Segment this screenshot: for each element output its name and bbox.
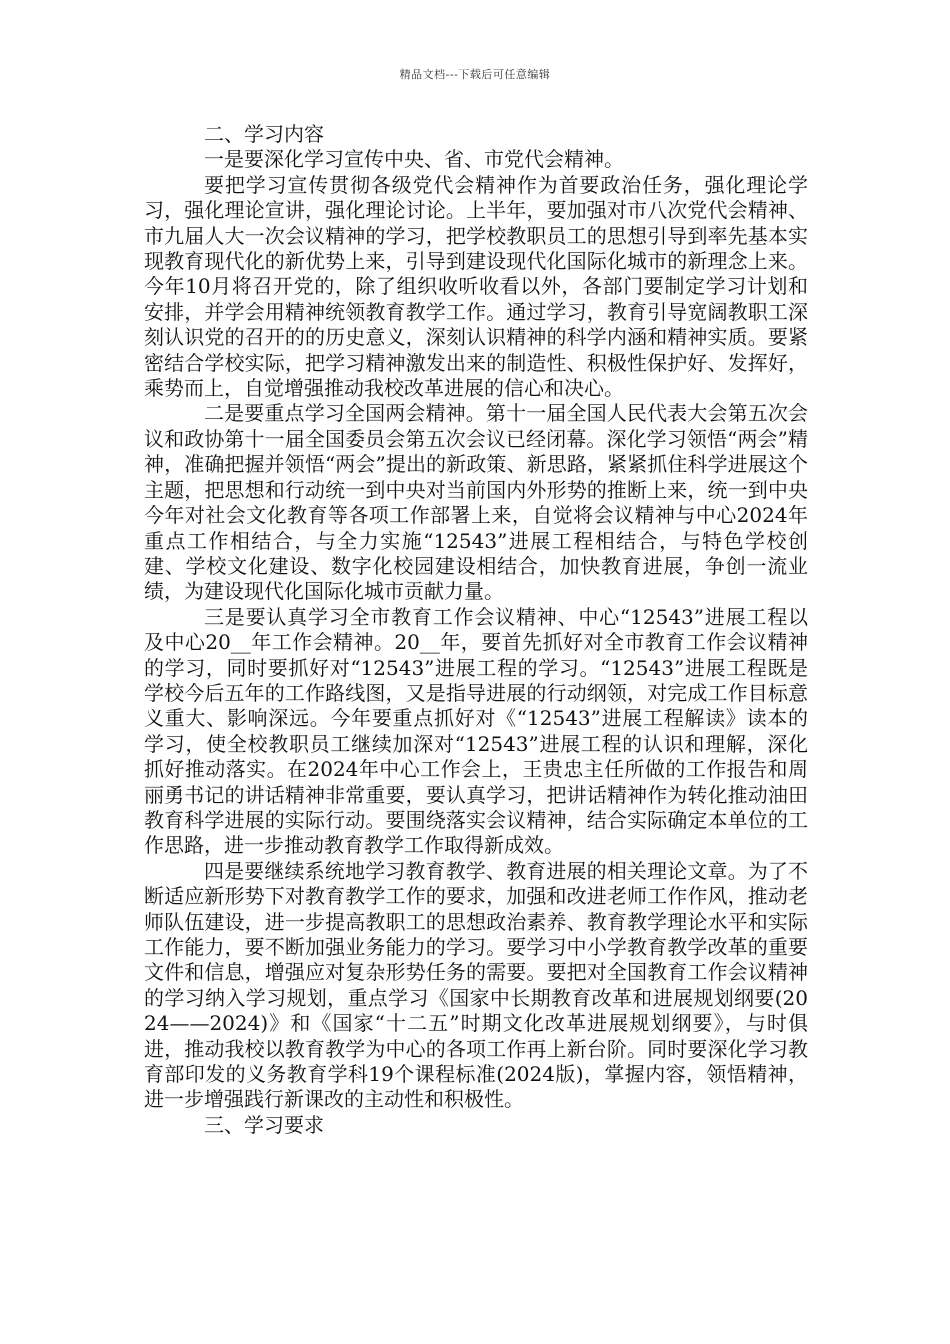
paragraph-5: 四是要继续系统地学习教育教学、教育进展的相关理论文章。为了不断适应新形势下对教育教学工作的要求，加强和改进老师工作作风，推动老师队伍建设，进一步提高教职工的思想政治素养、教育教学理论水平和实际工作能力，要不断加强业务能力的学习。要学习中小学教育教学改革的重要文件和信息，增强应对复杂形势任务的需要。要把对全国教育工作会议精神的学习纳入学习规划，重点学习《国家中长期教育改革和进展规划纲要(2024——2024)》和《国家“十二五”时期文化改革进展规划纲要》，与时俱进，推动我校以教育教学为中心的各项工作再上新台阶。同时要深化学习教育部印发的义务教育学科19个课程标准(2024版)，掌握内容，领悟精神，进一步增强践行新课改的主动性和积极性。 (144, 858, 808, 1112)
paragraph-3: 二是要重点学习全国两会精神。第十一届全国人民代表大会第五次会议和政协第十一届全国委员会第五次会议已经闭幕。深化学习领悟“两会”精神，准确把握并领悟“两会”提出的新政策、新思路，紧紧抓住科学进展这个主题，把思想和行动统一到中央对当前国内外形势的推断上来，统一到中央今年对社会文化教育等各项工作部署上来，自觉将会议精神与中心2024年重点工作相结合，与全力实施“12543”进展工程相结合，与特色学校创建、学校文化建设、数字化校园建设相结合，加快教育进展，争创一流业绩，为建设现代化国际化城市贡献力量。 (144, 401, 808, 604)
document-body (144, 122, 808, 1138)
section-heading-study-requirements: 三、学习要求 (204, 1112, 324, 1137)
paragraph-2: 要把学习宣传贯彻各级党代会精神作为首要政治任务，强化理论学习，强化理论宣讲，强化理论讨论。上半年，要加强对市八次党代会精神、市九届人大一次会议精神的学习，把学校教职员工的思想引导到率先基本实现教育现代化的新优势上来，引导到建设现代化国际化城市的新理念上来。今年10月将召开党的，除了组织收听收看以外，各部门要制定学习计划和安排，并学会用精神统领教育教学工作。通过学习，教育引导宽阔教职工深刻认识党的召开的的历史意义，深刻认识精神的科学内涵和精神实质。要紧密结合学校实际，把学习精神激发出来的制造性、积极性保护好、发挥好，乘势而上，自觉增强推动我校改革进展的信心和决心。 (144, 172, 808, 401)
paragraph-4: 三是要认真学习全市教育工作会议精神、中心“12543”进展工程以及中心20__年工作会精神。20__年，要首先抓好对全市教育工作会议精神的学习，同时要抓好对“12543”进展工程的学习。“12543”进展工程既是学校今后五年的工作路线图，又是指导进展的行动纲领，对完成工作目标意义重大、影响深远。今年要重点抓好对《“12543”进展工程解读》读本的学习，使全校教职员工继续加深对“12543”进展工程的认识和理解，深化抓好推动落实。在2024年中心工作会上，王贵忠主任所做的工作报告和周丽勇书记的讲话精神非常重要，要认真学习，把讲话精神作为转化推动油田教育科学进展的实际行动。要围绕落实会议精神，结合实际确定本单位的工作思路，进一步推动教育教学工作取得新成效。 (144, 604, 808, 858)
section-heading-study-content: 二、学习内容 (204, 122, 324, 146)
page-header: 精品文档---下载后可任意编辑 (399, 68, 551, 81)
paragraph-1: 一是要深化学习宣传中央、省、市党代会精神。 (204, 147, 624, 172)
